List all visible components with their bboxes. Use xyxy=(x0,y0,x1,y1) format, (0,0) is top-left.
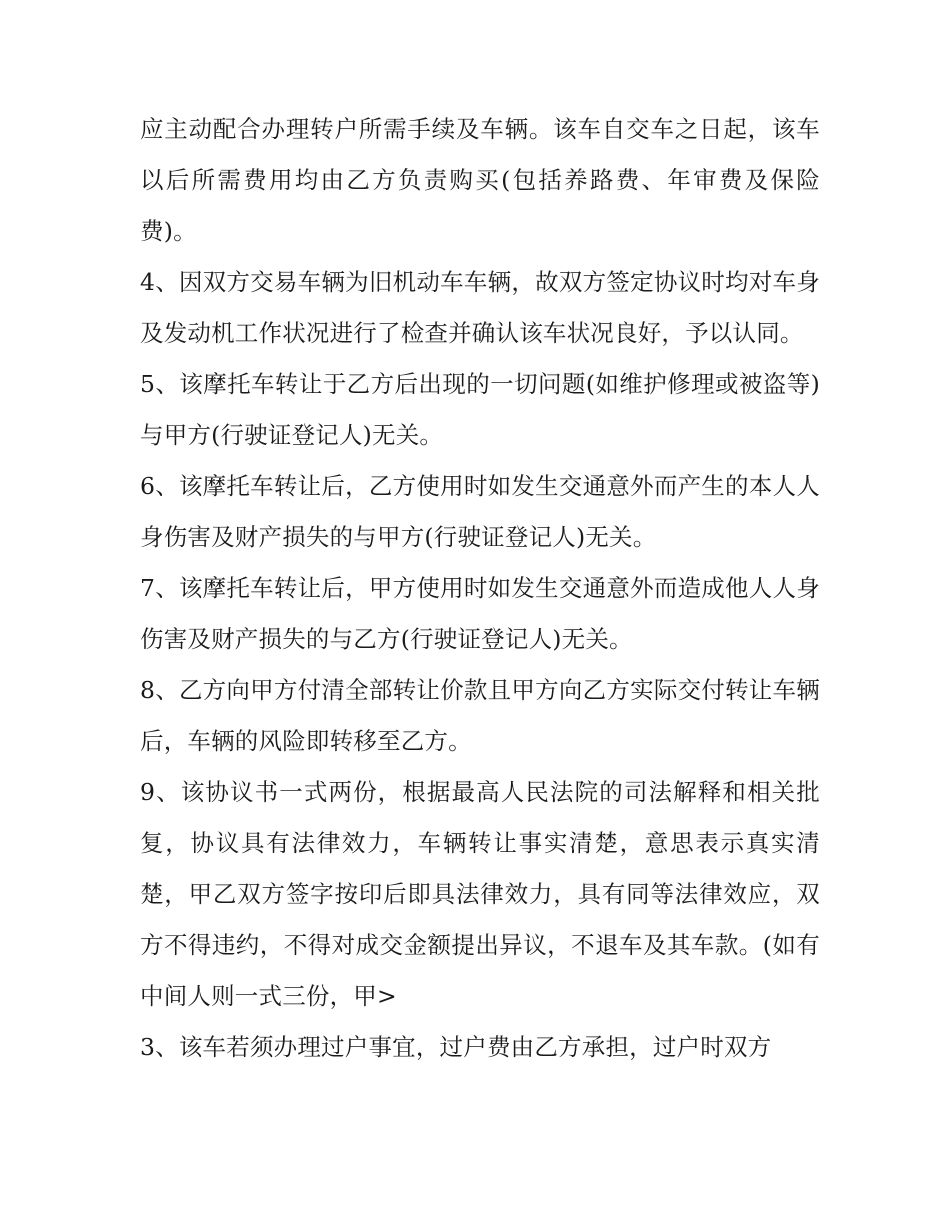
paragraph-clause-4: 4、因双方交易车辆为旧机动车车辆，故双方签定协议时均对车身及发动机工作状况进行了检查并确认该车状况良好，予以认同。 xyxy=(140,268,820,347)
paragraph-clause-3: 3、该车若须办理过户事宜，过户费由乙方承担，过户时双方 xyxy=(140,1033,772,1061)
paragraph-clause-8: 8、乙方向甲方付清全部转让价款且甲方向乙方实际交付转让车辆后，车辆的风险即转移至乙方。 xyxy=(140,676,820,755)
paragraph-transfer-procedures: 应主动配合办理转户所需手续及车辆。该车自交车之日起，该车以后所需费用均由乙方负责购买(包括养路费、年审费及保险费)。 xyxy=(140,115,820,245)
document-body xyxy=(140,104,820,1073)
paragraph-clause-5: 5、该摩托车转让于乙方后出现的一切问题(如维护修理或被盗等)与甲方(行驶证登记人)无关。 xyxy=(140,370,820,449)
paragraph-clause-9: 9、该协议书一式两份，根据最高人民法院的司法解释和相关批复，协议具有法律效力，车辆转让事实清楚，意思表示真实清楚，甲乙双方签字按印后即具法律效力，具有同等法律效应，双方不得违约，不得对成交金额提出异议，不退车及其车款。(如有中间人则一式三份，甲> xyxy=(140,778,820,1010)
paragraph-clause-6: 6、该摩托车转让后，乙方使用时如发生交通意外而产生的本人人身伤害及财产损失的与甲方(行驶证登记人)无关。 xyxy=(140,472,820,551)
paragraph-clause-7: 7、该摩托车转让后，甲方使用时如发生交通意外而造成他人人身伤害及财产损失的与乙方(行驶证登记人)无关。 xyxy=(140,574,820,653)
